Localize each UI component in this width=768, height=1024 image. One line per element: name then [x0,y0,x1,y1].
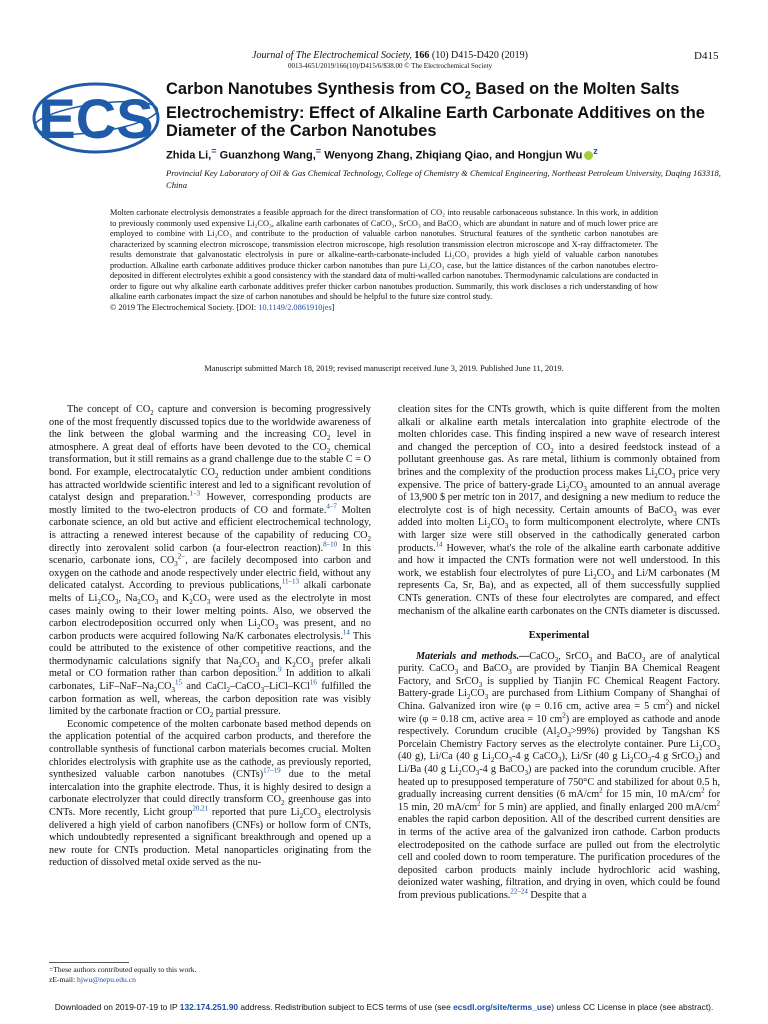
author-1: Zhida Li, [166,149,212,162]
body-paragraph: The concept of $CO_2$ capture and conversion is becoming progressively one of the most frequently discussed topics due to the worldwide awareness of the link between the global warming and the increasing $CO_2$ level in atmosphere. A great deal of efforts have been devoted to the $CO_2$ chemical transformation, but it still remains as a grand challenge due to the stable C = O bond. For example, electrocatalytic $CO_2$ reduction under ambient conditions has attracted worldwide scientific interest and led to a significant revolution of catalyst design and preparation.$^{1-3}$ However, corresponding products are mostly limited to the two-electron products of CO and formate.$^{4-7}$ Molten carbonate science, an old but active and efficient electrochemical technology, is attracting a renewed interest because of the capability of reducing $CO_2$ directly into zerovalent solid carbon (a four-electron reaction).$^{8-10}$ In this scenario, carbonate ions, $CO_3^{2-}$, are facilely decomposed into carbon and oxygen on the cathode and anode respectively under electric field, without any delicated catalyst. According to previous publications,$^{11-13}$ alkali carbonate melts of $Li_2CO_3$, $Na_2CO_3$ and $K_2CO_3$ were used as the electrolyte in most cases mainly owing to their lower melting points. Also, we observed the carbon electrodeposition occurred only when $Li_2CO_3$ was present, and no carbon products were acquired following Na/K carbonates electrolysis.$^{14}$ This could be attributed to the existence of other competitive reactions, and the thermodynamic calculations signify that $Na_2CO_3$ and $K_2CO_3$ prefer alkali metal or CO formation rather than carbon deposition.$^9$ In addition to alkali carbonates, LiF–$NaF-Na_2CO_3^{15}$ and CaCl$_2$–CaCO$_3$–LiCl–KCl$^{16}$ fulfilled the carbon formation as well, whereas, the carbon deposition rate was visibly limited by the carbonate fraction or $CO_2$ partial pressure. [49,404,372,720]
download-suffix: ) unless CC License in place (see abstract). [551,1002,714,1012]
ip-address: 132.174.251.90 [179,1002,239,1012]
issn-line: 0013-4651/2019/166(10)/D415/6/$38.00 © The Electrochemical Society [287,62,493,70]
body-paragraph: cleation sites for the CNTs growth, which is quite different from the molten alkali or alkaline earth metals intercalation into graphite electrode of the molten chlorides case. This finding inspired a new wave of research interest and changed the perception of $CO_2$ into a desired feedstock instead of a pollutant greenhouse gas. As rare metal, lithium is commonly obtained from brines and the complexity of the production process makes $Li_2CO_3$ price very expensive. The price of battery-grade $Li_2CO_3$ amounted to an annual average of 13,900 $ per metric ton in 2017, and designing a new medium to reduce the electrolyte cost is of high necessity. Certain amounts of BaCO$_3$ was ever added into molten $Li_2CO_3$ to form multicomponent electrolyte, where CNTs with larger size were still observed in the cathodically generated carbon products.$^{14}$ However, what's the role of the alkaline earth carbonate additive and how it impacted the CNTs formation were not well understood. In this work, we establish four electrolytes of pure $Li_2CO_3$ and Li/M carbonates (M represents Ca, Sr, Ba), and as expected, all of them successfully supplied CNTs generation. CNTs of these four electrolytes are compared, and effect mechanism of the alkaline earth carbonates on the CNTs diameter is discussed. [398,404,721,617]
body-paragraph: Materials and methods.—CaCO$_3$, SrCO$_3$ and BaCO$_3$ are of analytical purity. CaCO$_3$ and BaCO$_3$ are provided by Tianjin BA Chemical Reagent Factory, and SrCO$_3$ is supplied by Tianjin FC Chemical Reagent Factory. Battery-grade $Li_2CO_3$ are purchased from Lithium Company of Shanghai of China. Galvanized iron wire (φ = 0.16 cm, active area = 5 $cm^2$) and nickel wire (φ = 0.18 cm, active area = 10 $cm^2$) are employed as cathode and anode respectively. Corundum crucible $(Al_2O_3>99\%)$ provided by Tangshan KS Porcelain Chemistry Factory serves as the electrolyte container. Pure $Li_2CO_3$ (40 g), Li/Ca (40 g $Li_2CO_3-4$ g CaCO$_3$), Li/Sr (40 g $Li_2CO_3-4$ g SrCO$_3$) and Li/Ba (40 g $Li_2CO_3-4$ g BaCO$_3$) are packed into the corundum crucible. After heated up to presupposed temperature of 750°C and stabilized for about 0.5 h, gradually increasing current densities (6 $mA/cm^2$ for 15 min, 10 $mA/cm^2$ for 15 min, 20 $mA/cm^2$ for 5 min) are applied, and finally enlarged 200 $mA/cm^2$ enables the rapid carbon deposition. All of the described current densities are in terms of the active area of the galvanized iron cathode. Carbon products electrodeposited on the cathode surface are pulled out from the electrolytic cell and cooled down to room temperature. The purification procedures of the deposited carbon products mainly include hydrochloric acid washing, deionized water washing, filtration, and drying in oven, which could be found from previous publications.$^{22-24}$ Despite that a [398,650,720,901]
title-subscript: 2 [464,89,471,102]
ecs-logo-text: ECS [38,87,154,150]
abstract-text: Molten carbonate electrolysis demonstrates a feasible approach for the direct transformation of CO₂ into reusable carbonaceous substance. In this work, in addition to previously commonly used expensive Li₂CO₃, alkaline earth carbonates of CaCO₃, SrCO₃ and BaCO₃ which are abundant in nature and of much lower price are employed to combine with Li₂CO₃ and contribute to the production of valuable carbon nanotubes. Structural features of the synthetic carbon nanotubes are characterized by scanning electron microscope, transmission electron microscope, high resolution transmission electron microscope and X-ray diffractometer. The results demonstrate that galvanostatic electrolysis in pure or alkaline-earth-carbonate-included Li₂CO₃ provides a high yield of valuable carbon nanotubes production. Alkaline earth carbonate additives produce thicker carbon nanotubes than pure Li₂CO₃ case, but the lattice distances of the carbon nanotubes electro-deposited in different electrolytes exhibit a good consistency with the standard data of multi-walled carbon nanotubes. Thermodynamic calculations are conducted in order to figure out why alkaline earth carbonate additives prefer thicker carbon nanotubes production. Summarily, this work discloses a rich understanding of how alkaline earth carbonates impact the size of carbon nanotubes and should be helpful to the future size control study. [110,208,658,301]
abstract-copyright [110,303,658,314]
ecs-logo [32,80,160,156]
author-2: Guanzhong Wang, [216,149,316,162]
footnote-email [49,975,369,985]
author-list-rest: Wenyong Zhang, Zhiqiang Qiao, and Hongjun Wu [321,149,583,162]
orcid-icon[interactable] [584,151,593,160]
email-link[interactable]: hjwu@nepu.edu.cn [77,974,136,984]
copyright-end: ] [331,302,335,312]
download-middle: address. Redistribution subject to ECS terms of use (see [238,1002,454,1012]
download-prefix: Downloaded on 2019-07-19 to IP [54,1002,180,1012]
email-label: zE-mail: [49,974,78,984]
author-list [166,146,726,162]
body-paragraph: Economic competence of the molten carbonate based method depends on the application potential of the acquired carbon products, and therefore the controllable synthesis of functional carbon materials becomes crucial. Molten chlorides electrolysis with graphite use as the cathode, as previously reported, synthesized valuable carbon nanotubes (CNTs)$^{17-19}$ due to the metal intercalation into the graphite electrode. Thus, it is highly desired to design a carbonate electrolyzer that could directly transform $CO_2$ greenhouse gas into CNTs. More recently, Licht group$^{20,21}$ reported that pure $Li_2CO_3$ electrolysis delivered a high yield of carbon nanofibers (CNFs) or hollow form of CNTs, which undoubtedly represented a significant breakthrough and opened up a new route for CNTs production. Metal nanoparticles originating from the reduction of dissolved metal oxide served as the nu- [49,718,371,869]
body-left-column [49,404,371,870]
manuscript-dates: Manuscript submitted March 18, 2019; revised manuscript received June 3, 2019. Published June 11, 2019. [204,364,564,373]
footnote-divider [49,962,129,963]
footnotes [49,965,369,985]
copyright-text: © 2019 The Electrochemical Society. [DOI: [110,302,259,312]
corresponding-mark: z [593,146,598,156]
affiliation: Provincial Key Laboratory of Oil & Gas Chemical Technology, College of Chemistry & Chemical Engineering, Northeast Petroleum University, Daqing 163318, China [166,168,721,190]
equal-contribution-mark: = [315,146,322,156]
body-right-column [398,404,720,903]
article-title [166,80,726,140]
doi-link[interactable]: 10.1149/2.0861910jes [258,302,332,312]
equal-contribution-mark: = [211,146,217,156]
journal-citation [190,50,590,61]
footnote-equal-contribution: =These authors contributed equally to this work. [49,965,197,974]
journal-name: Journal of The Electrochemical Society, [252,50,412,61]
materials-label: Materials and methods.— [416,650,530,662]
abstract [110,208,658,313]
journal-issue-pages: (10) D415-D420 (2019) [431,50,528,61]
terms-of-use-link[interactable]: ecsdl.org/site/terms_use [453,1002,552,1012]
title-part-1: Carbon Nanotubes Synthesis from CO [166,80,465,98]
section-heading-experimental: Experimental [528,630,590,642]
page-code: D415 [694,50,719,62]
journal-volume: 166 [414,50,430,61]
download-notice [0,1002,768,1012]
title-part-2: Based on the Molten Salts Electrochemistry: Effect of Alkaline Earth Carbonate Additives on the Diameter of the Carbon Nanotubes [166,80,705,141]
